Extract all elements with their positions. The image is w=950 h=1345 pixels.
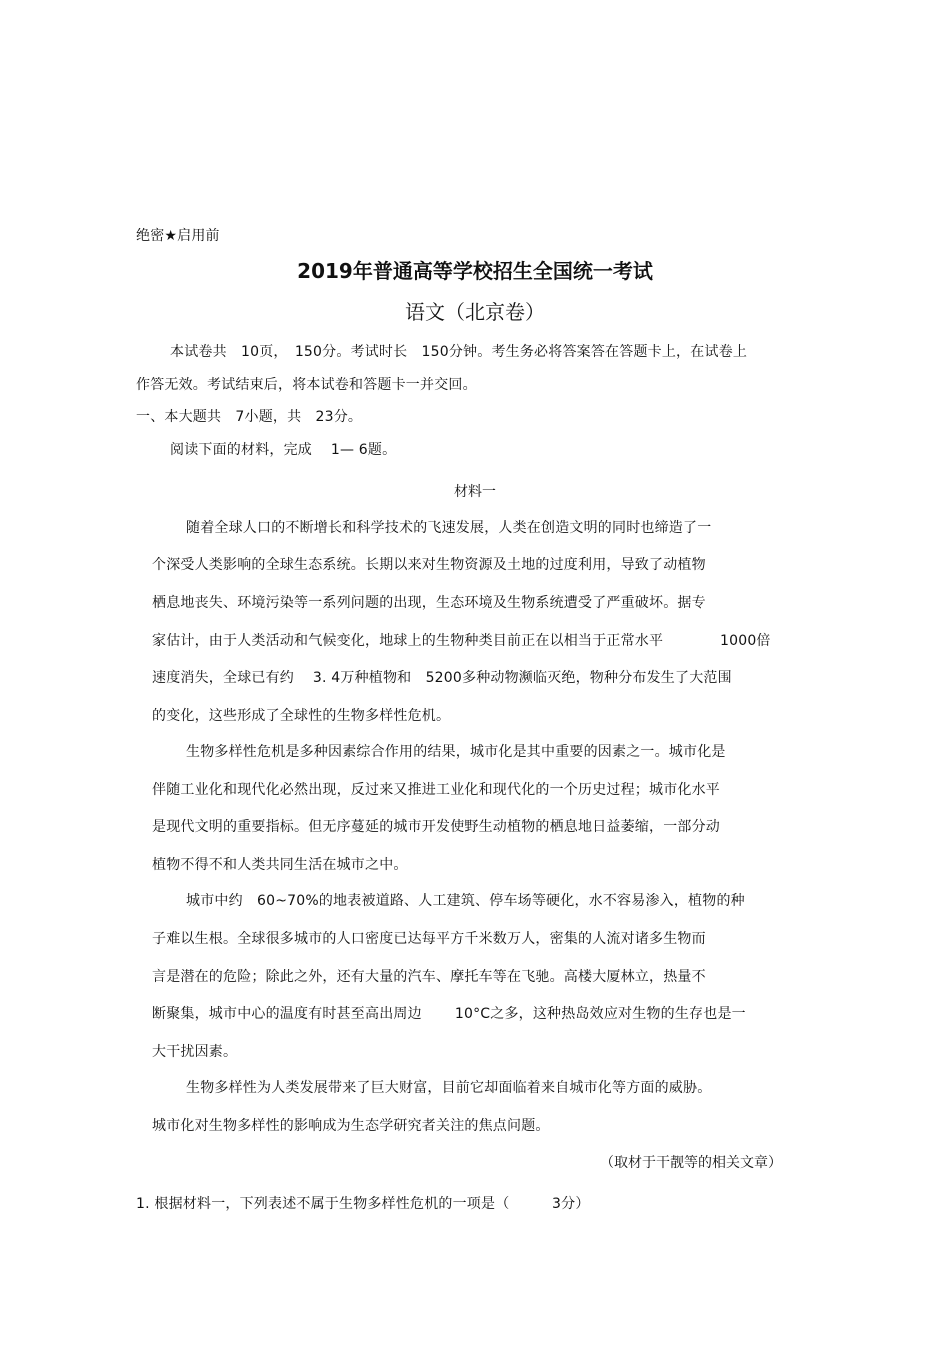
- material-line: 子难以生根。全球很多城市的人口密度已达每平方千米数万人，密集的人流对诸多生物而: [152, 931, 706, 947]
- section-prompt: 阅读下面的材料，完成 1— 6题。: [170, 442, 397, 458]
- material-line: 家估计，由于人类活动和气候变化，地球上的生物种类目前正在以相当于正常水平 1000倍: [152, 633, 771, 649]
- instructions-line-1: 本试卷共 10页， 150分。考试时长 150分钟。考生务必将答案答在答题卡上，在试卷上: [170, 344, 748, 360]
- material-line: 随着全球人口的不断增长和科学技术的飞速发展，人类在创造文明的同时也缔造了一: [186, 520, 712, 536]
- material-line: 生物多样性为人类发展带来了巨大财富，目前它却面临着来自城市化等方面的威胁。: [186, 1080, 712, 1096]
- material-heading: 材料一: [454, 484, 496, 500]
- material-line: 栖息地丧失、环境污染等一系列问题的出现，生态环境及生物系统遭受了严重破坏。据专: [152, 595, 706, 611]
- material-line: 速度消失，全球已有约 3. 4万种植物和 5200多种动物濒临灭绝，物种分布发生了大范围: [152, 670, 732, 686]
- material-line: 城市化对生物多样性的影响成为生态学研究者关注的焦点问题。: [152, 1118, 550, 1134]
- material-line: 伴随工业化和现代化必然出现，反过来又推进工业化和现代化的一个历史过程；城市化水平: [152, 782, 720, 798]
- material-line: 是现代文明的重要指标。但无序蔓延的城市开发使野生动植物的栖息地日益萎缩，一部分动: [152, 819, 720, 835]
- instructions-line-2: 作答无效。考试结束后，将本试卷和答题卡一并交回。: [136, 377, 477, 393]
- question-1: 1. 根据材料一，下列表述不属于生物多样性危机的一项是（ 3分）: [136, 1196, 590, 1212]
- section-heading: 一、本大题共 7小题，共 23分。: [136, 409, 363, 425]
- confidential-label: 绝密★启用前: [136, 228, 220, 244]
- exam-subtitle: 语文（北京卷）: [405, 300, 545, 324]
- material-line: 断聚集，城市中心的温度有时甚至高出周边 10°C之多，这种热岛效应对生物的生存也是一: [152, 1006, 746, 1022]
- material-line: 个深受人类影响的全球生态系统。长期以来对生物资源及土地的过度利用，导致了动植物: [152, 557, 706, 573]
- material-line: 言是潜在的危险；除此之外，还有大量的汽车、摩托车等在飞驰。高楼大厦林立，热量不: [152, 969, 706, 985]
- material-line: 植物不得不和人类共同生活在城市之中。: [152, 857, 408, 873]
- material-line: 城市中约 60~70%的地表被道路、人工建筑、停车场等硬化，水不容易渗入，植物的种: [186, 893, 745, 909]
- material-line: 生物多样性危机是多种因素综合作用的结果，城市化是其中重要的因素之一。城市化是: [186, 744, 726, 760]
- material-line: 的变化，这些形成了全球性的生物多样性危机。: [152, 708, 451, 724]
- exam-title: 2019年普通高等学校招生全国统一考试: [297, 259, 653, 283]
- material-source: （取材于干靓等的相关文章）: [600, 1155, 782, 1171]
- material-line: 大干扰因素。: [152, 1044, 238, 1060]
